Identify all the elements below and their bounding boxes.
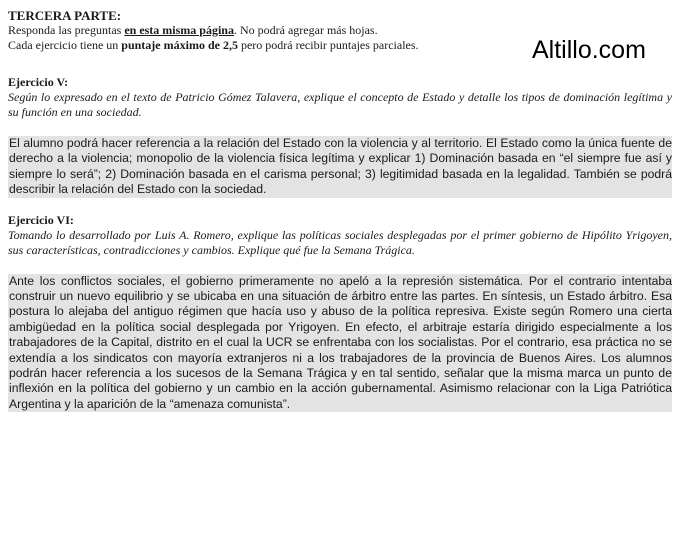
instructions-text: . No podrá agregar más hojas. (233, 23, 378, 37)
exercise-5-answer: El alumno podrá hacer referencia a la relación del Estado con la violencia y al territorio. El Estado como la única fuente de derecho a la violencia; monopolio de la violencia física legítima y explicar 1) Dominación basada en “el siempre fue así y siempre lo será”; 2) Dominación basada en el carisma personal; 3) legitimidad basada en la legalidad. También se podrá describir la relación del Estado con la sociedad. (9, 136, 672, 197)
instructions-text: pero podrá recibir puntajes parciales. (237, 38, 419, 52)
exercise-5-question: Según lo expresado en el texto de Patricio Gómez Talavera, explique el concepto de Estado y detalle los tipos de dominación legítima y su función en una sociedad. (8, 90, 672, 119)
exercise-6-question: Tomando lo desarrollado por Luis A. Romero, explique las políticas sociales desplegadas por el primer gobierno de Hipólito Yrigoyen, sus características, contradicciones y cambios. Explique qué fue la Semana Trágica. (8, 227, 672, 257)
exercise-6-answer: Ante los conflictos sociales, el gobierno primeramente no apeló a la represión sistemática. Por el contrario intentaba construir un nuevo equilibrio y se ubicaba en una situación de árbitro entre las partes. En síntesis, un Estado árbitro. Esa postura lo alejaba del antiguo régimen que hacía uso y abuso de la política represiva. Existe según Romero una cierta ambigüedad en la política social desplegada por Yrigoyen. En efecto, el arbitraje estaría dirigido especialmente a los trabajadores de la Capital, distrito en el cual la UCR se enfrentaba con los socialistas. Por el contrario, esa práctica no se extendía a los sindicatos con mayoría extranjeros ni a los trabajadores de la provincia de Buenos Aires. Los alumnos podrán hacer referencia a los sucesos de la Semana Trágica y en tal sentido, señalar que la misma marca un punto de inflexión en la política del gobierno y un cambio en la acción gubernamental. Asimismo relacionar con la Liga Patriótica Argentina y la aparición de la “amenaza comunista”. (9, 273, 672, 411)
instructions-line-2 (8, 38, 672, 53)
section-title: TERCERA PARTE: (8, 8, 122, 23)
site-logo: Altillo.com (532, 36, 646, 64)
instructions-line-1 (8, 23, 672, 38)
instructions-emphasis: en esta misma página (124, 23, 234, 37)
exam-page (8, 8, 672, 412)
exercise-6-title: Ejercicio VI: (8, 212, 74, 227)
instructions-text: Cada ejercicio tiene un (8, 38, 122, 52)
instructions-text: Responda las preguntas (8, 23, 125, 37)
instructions-emphasis: puntaje máximo de 2,5 (121, 38, 238, 52)
exercise-5-title: Ejercicio V: (8, 75, 69, 89)
